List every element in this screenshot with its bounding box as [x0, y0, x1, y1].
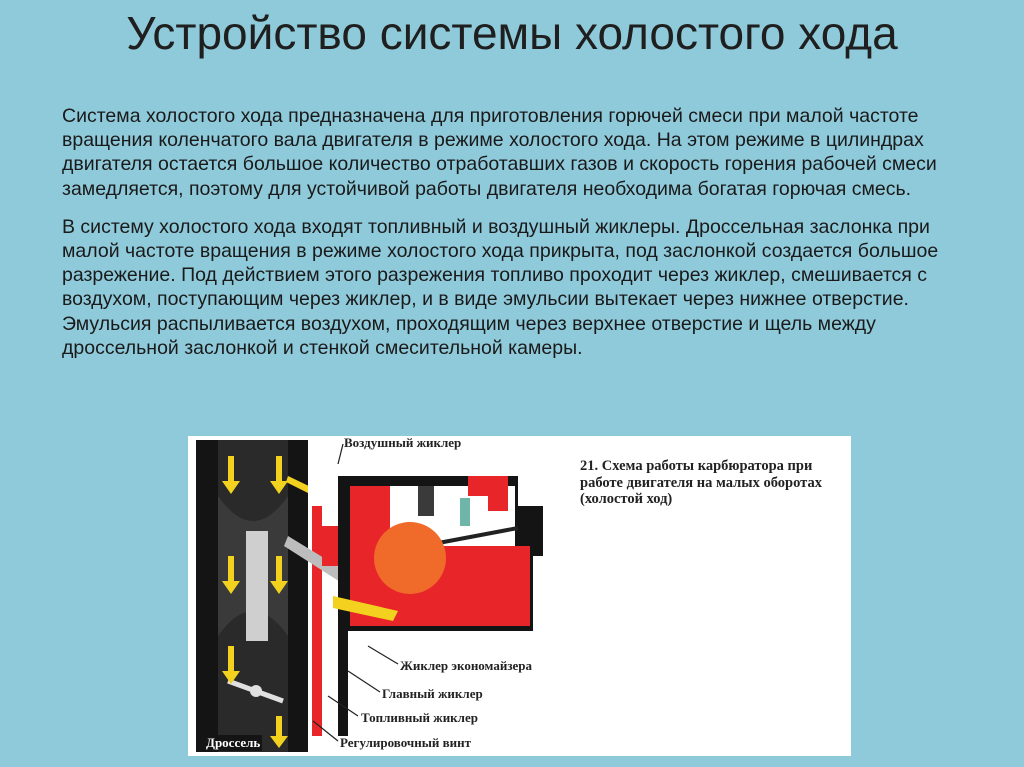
label-adjusting-screw: Регулировочный винт [340, 735, 472, 750]
slide-title: Устройство системы холостого хода [126, 7, 898, 59]
label-main-jet: Главный жиклер [382, 686, 483, 701]
label-air-jet: Воздушный жиклер [344, 435, 462, 450]
paragraph-components: В систему холостого хода входят топливный и воздушный жиклеры. Дроссельная заслонка при малой частоте вращения в режиме холостого хода прикрыта, под заслонкой создается большое разрежение. Под действием этого разрежения топливо проходит через жиклер, смешивается с воздухом, поступающим через жиклер, и в виде эмульсии вытекает через нижнее отверстие. Эмульсия распыливается воздухом, проходящим через верхнее отверстие и щель между дроссельной заслонкой и стенкой смесительной камеры. [62, 215, 939, 359]
slide-body [62, 104, 982, 374]
throttle-axis [250, 685, 262, 697]
fuel-channel [312, 506, 322, 736]
label-economizer-jet: Жиклер экономайзера [400, 658, 533, 673]
float [374, 522, 446, 594]
label-throttle: Дроссель [206, 735, 261, 750]
carburetor-diagram [188, 436, 851, 756]
needle [460, 498, 470, 526]
label-fuel-jet: Топливный жиклер [361, 710, 478, 725]
paragraph-purpose: Система холостого хода предназначена для приготовления горючей смеси при малой частоте вращения коленчатого вала двигателя в режиме холостого хода. На этом режиме в цилиндрах двигателя остается большое количество отработавших газов и скорость горения рабочей смеси замедляется, поэтому для устойчивой работы двигателя необходима богатая горючая смесь. [62, 105, 937, 200]
atomizer-nozzle [246, 531, 268, 641]
figure-caption: 21. Схема работы карбюратора при работе двигателя на малых оборотах (холостой ход) [580, 458, 822, 507]
